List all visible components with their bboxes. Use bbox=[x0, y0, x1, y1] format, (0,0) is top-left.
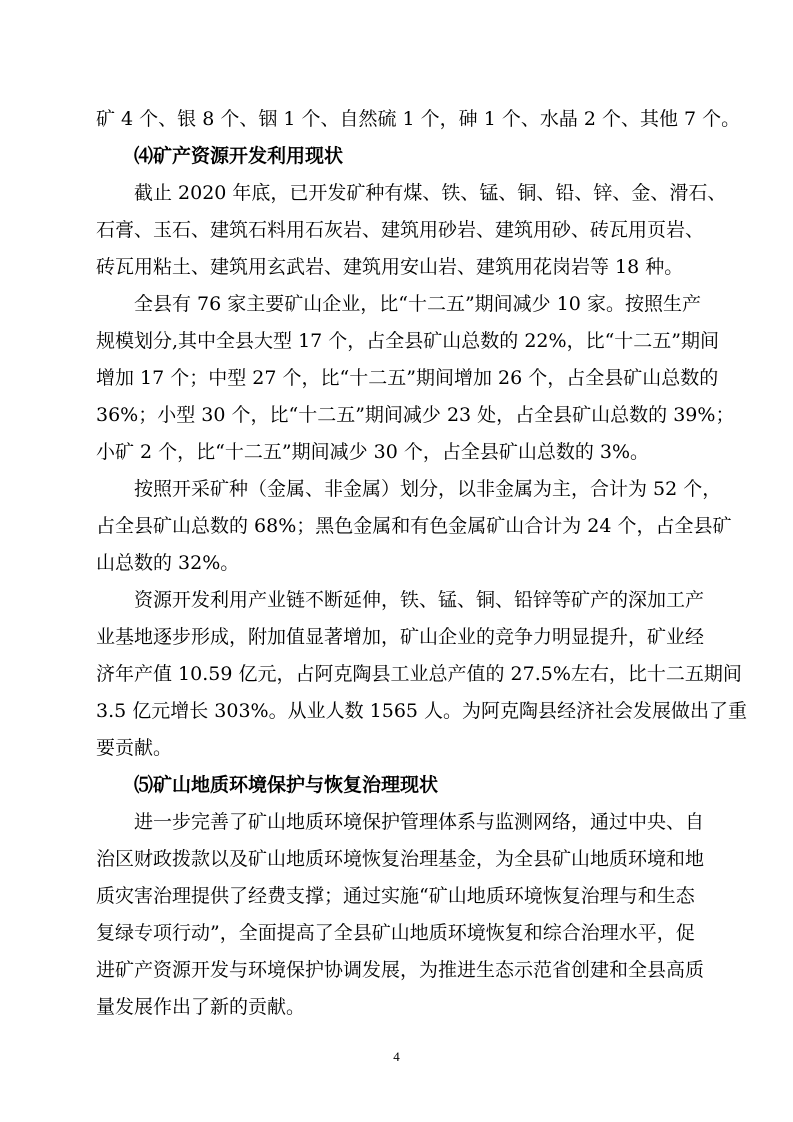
body-line: 按照开采矿种（金属、非金属）划分，以非金属为主，合计为 52 个， bbox=[134, 478, 722, 500]
body-line: 截止 2020 年底，已开发矿种有煤、铁、锰、铜、铅、锌、金、滑石、 bbox=[134, 182, 727, 204]
body-line: 业基地逐步形成，附加值显著增加，矿山企业的竞争力明显提升，矿业经 bbox=[96, 626, 705, 648]
body-line: 量发展作出了新的贡献。 bbox=[96, 996, 306, 1018]
body-line: 质灾害治理提供了经费支撑；通过实施“矿山地质环境恢复治理与和生态 bbox=[96, 885, 695, 907]
section-heading-4: ⑷矿产资源开发利用现状 bbox=[134, 145, 344, 167]
body-line: 资源开发利用产业链不断延伸，铁、锰、铜、铅锌等矿产的深加工产 bbox=[134, 589, 705, 611]
body-line: 36%；小型 30 个，比“十二五”期间减少 23 处，占全县矿山总数的 39%； bbox=[96, 404, 735, 426]
body-line: 进一步完善了矿山地质环境保护管理体系与监测网络，通过中央、自 bbox=[134, 811, 705, 833]
body-line: 3.5 亿元增长 303%。从业人数 1565 人。为阿克陶县经济社会发展做出了重 bbox=[96, 700, 748, 722]
page-number: 4 bbox=[393, 1049, 400, 1064]
body-line: 复绿专项行动”，全面提高了全县矿山地质环境恢复和综合治理水平，促 bbox=[96, 922, 695, 944]
body-line: 小矿 2 个，比“十二五”期间减少 30 个，占全县矿山总数的 3%。 bbox=[96, 441, 650, 463]
body-line: 石膏、玉石、建筑石料用石灰岩、建筑用砂岩、建筑用砂、砖瓦用页岩、 bbox=[96, 219, 705, 241]
body-line: 规模划分,其中全县大型 17 个，占全县矿山总数的 22%，比“十二五”期间 bbox=[96, 330, 719, 352]
body-line: 济年产值 10.59 亿元，占阿克陶县工业总产值的 27.5%左右，比十二五期间 bbox=[96, 663, 742, 685]
section-heading-5: ⑸矿山地质环境保护与恢复治理现状 bbox=[134, 774, 439, 796]
document-body bbox=[96, 101, 748, 1026]
body-line: 增加 17 个；中型 27 个，比“十二五”期间增加 26 个，占全县矿山总数的 bbox=[96, 367, 719, 389]
body-line: 矿 4 个、银 8 个、铟 1 个、自然硫 1 个，砷 1 个、水晶 2 个、其他 7 个。 bbox=[96, 108, 741, 130]
body-line: 砖瓦用粘土、建筑用玄武岩、建筑用安山岩、建筑用花岗岩等 18 种。 bbox=[96, 256, 684, 278]
body-line: 全县有 76 家主要矿山企业，比“十二五”期间减少 10 家。按照生产 bbox=[134, 293, 701, 315]
body-line: 占全县矿山总数的 68%；黑色金属和有色金属矿山合计为 24 个，占全县矿 bbox=[96, 515, 732, 537]
body-line: 要贡献。 bbox=[96, 737, 173, 759]
body-line: 进矿产资源开发与环境保护协调发展，为推进生态示范省创建和全县高质 bbox=[96, 959, 705, 981]
body-line: 治区财政拨款以及矿山地质环境恢复治理基金，为全县矿山地质环境和地 bbox=[96, 848, 705, 870]
body-line: 山总数的 32%。 bbox=[96, 552, 240, 574]
